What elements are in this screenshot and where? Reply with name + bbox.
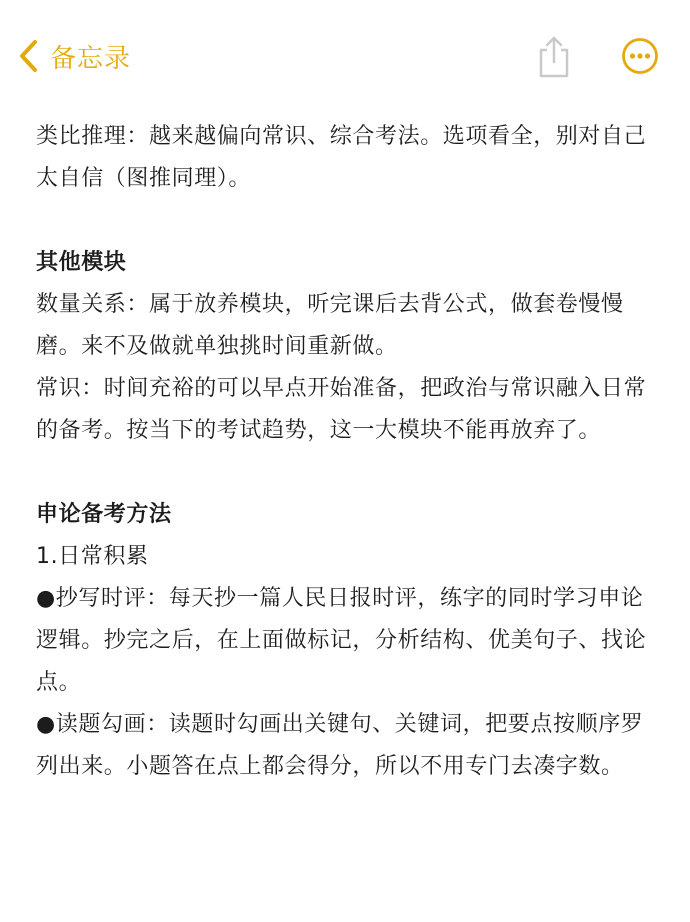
navigation-bar	[0, 0, 690, 110]
back-button[interactable]	[18, 36, 131, 76]
more-button[interactable]	[621, 37, 659, 75]
back-label: 备忘录	[50, 43, 132, 74]
note-paragraph: 数量关系：属于放养模块，听完课后去背公式，做套卷慢慢磨。来不及做就单独挑时间重新做。	[36, 292, 624, 359]
note-paragraph: 常识：时间充裕的可以早点开始准备，把政治与常识融入日常的备考。按当下的考试趋势，这一大模块不能再放弃了。	[36, 376, 647, 443]
ellipsis-circle-icon	[621, 60, 659, 79]
note-body[interactable]	[36, 116, 660, 788]
share-button[interactable]	[534, 34, 574, 78]
blank-line	[36, 200, 660, 242]
note-paragraph: 类比推理：越来越偏向常识、综合考法。选项看全，别对自己太自信（图推同理）。	[36, 124, 647, 191]
blank-line	[36, 452, 660, 494]
note-bullet: ●读题勾画：读题时勾画出关键句、关键词，把要点按顺序罗列出来。小题答在点上都会得分，所以不用专门去凑字数。	[36, 712, 644, 779]
section-heading: 其他模块	[36, 250, 127, 275]
section-heading: 申论备考方法	[36, 502, 172, 527]
note-subheading: 1.日常积累	[36, 544, 149, 569]
share-icon	[534, 63, 574, 82]
chevron-left-icon	[18, 39, 40, 73]
note-bullet: ●抄写时评：每天抄一篇人民日报时评，练字的同时学习申论逻辑。抄完之后，在上面做标记，分析结构、优美句子、找论点。	[36, 586, 647, 695]
